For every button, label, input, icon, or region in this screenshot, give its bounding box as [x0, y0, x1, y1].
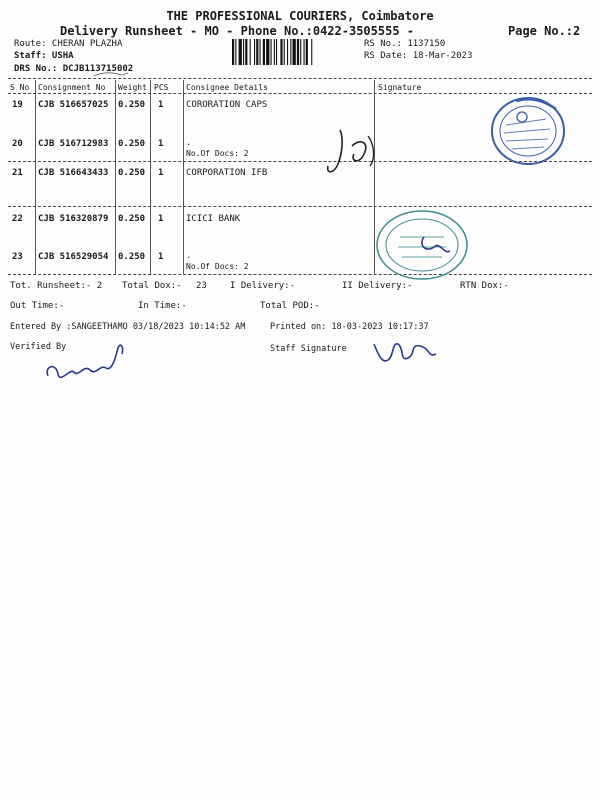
table-row-consignee: .: [186, 251, 192, 261]
table-row-sno: 20: [12, 139, 23, 149]
barcode-bar: [290, 39, 291, 65]
table-row-sno: 23: [12, 252, 23, 262]
drs-number: DRS No.: DCJB113715002: [14, 64, 134, 74]
barcode-bar: [274, 39, 275, 65]
route-label: Route: CHERAN PLAZHA: [14, 39, 123, 49]
rs-number: RS No.: 1137150: [364, 39, 446, 49]
barcode-bar: [293, 39, 296, 65]
total-pod: Total POD:-: [260, 301, 320, 311]
header-pcs: PCS: [154, 83, 169, 92]
table-row-weight: 0.250: [118, 139, 146, 149]
runsheet-title: Delivery Runsheet - MO - Phone No.:0422-3505555 -: [60, 24, 415, 38]
out-time: Out Time:-: [10, 301, 65, 311]
rs-date: RS Date: 18-Mar-2023: [364, 51, 473, 61]
entered-by: Entered By :SANGEETHAMO 03/18/2023 10:14:52 AM: [10, 322, 246, 332]
verified-signature-icon: [40, 336, 140, 392]
table-row-pcs: 1: [158, 168, 164, 178]
table-row-consignment: CJB 516529054: [38, 252, 109, 262]
table-row-weight: 0.250: [118, 214, 146, 224]
barcode-bar: [250, 39, 251, 65]
table-row-sno: 22: [12, 214, 23, 224]
table-row-consignment: CJB 516320879: [38, 214, 109, 224]
table-row-pcs: 1: [158, 100, 164, 110]
total-dox-label: Total Dox:-: [122, 281, 182, 291]
commercial-bank-stamp-icon: [372, 207, 472, 283]
table-row-weight: 0.250: [118, 168, 146, 178]
barcode-bar: [297, 39, 299, 65]
table-row-docs: No.Of Docs: 2: [186, 149, 249, 158]
table-row-docs: No.Of Docs: 2: [186, 262, 249, 271]
table-row-pcs: 1: [158, 214, 164, 224]
table-header-rule: [8, 93, 592, 94]
barcode-bar: [266, 39, 269, 65]
header-consignment: Consignment No: [38, 83, 106, 92]
barcode-bar: [245, 39, 247, 65]
barcode-bar: [271, 39, 272, 65]
table-top-rule: [8, 78, 592, 79]
table-bottom-rule: [8, 274, 592, 275]
union-bank-stamp-icon: [486, 95, 572, 169]
table-row-consignment: CJB 516657025: [38, 100, 109, 110]
column-divider: [35, 80, 36, 274]
total-runsheet: Tot. Runsheet:- 2: [10, 281, 103, 291]
barcode-bar: [300, 39, 301, 65]
table-row-consignee: .: [186, 138, 192, 148]
table-row-consignee: ICICI BANK: [186, 214, 241, 224]
page-number: Page No.:2: [508, 24, 581, 38]
barcode-bar: [256, 39, 258, 65]
barcode-bar: [287, 39, 288, 65]
table-row-consignee: CORORATION CAPS: [186, 100, 268, 110]
table-row-pcs: 1: [158, 139, 164, 149]
barcode-bar: [235, 39, 236, 65]
total-dox-value: 23: [196, 281, 207, 291]
in-time: In Time:-: [138, 301, 187, 311]
header-consignee: Consignee Details: [186, 83, 268, 92]
staff-signature-label: Staff Signature: [270, 344, 347, 354]
header-weight: Weight: [118, 83, 147, 92]
barcode-bar: [239, 39, 242, 65]
header-signature: Signature: [378, 83, 422, 92]
printed-on: Printed on: 18-03-2023 10:17:37: [270, 322, 429, 332]
barcode-bar: [263, 39, 265, 65]
column-divider: [115, 80, 116, 274]
barcode-bar: [232, 39, 234, 65]
table-row-weight: 0.250: [118, 252, 146, 262]
barcode-bar: [284, 39, 285, 65]
barcode-bar: [304, 39, 305, 65]
staff-label: Staff: USHA: [14, 51, 74, 61]
table-row-weight: 0.250: [118, 100, 146, 110]
first-delivery: I Delivery:-: [230, 281, 296, 291]
staff-signature-icon: [370, 334, 440, 374]
handwritten-signature-icon: [320, 124, 384, 184]
barcode-image: [232, 39, 354, 65]
barcode-bar: [280, 39, 282, 65]
table-row-sno: 21: [12, 168, 23, 178]
company-title: THE PROFESSIONAL COURIERS, Coimbatore: [166, 9, 434, 23]
column-divider: [183, 80, 184, 274]
table-row-consignment: CJB 516643433: [38, 168, 109, 178]
column-divider: [150, 80, 151, 274]
barcode-bar: [276, 39, 277, 65]
second-delivery: II Delivery:-: [342, 281, 413, 291]
barcode-bar: [254, 39, 255, 65]
barcode-bar: [260, 39, 261, 65]
table-row-pcs: 1: [158, 252, 164, 262]
rtn-dox: RTN Dox:-: [460, 281, 509, 291]
verified-by-label: Verified By: [10, 342, 67, 352]
table-row-sno: 19: [12, 100, 23, 110]
row-group-rule: [8, 206, 592, 207]
table-row-consignee: CORPORATION IFB: [186, 168, 268, 178]
header-sno: S No: [10, 83, 30, 92]
barcode-bar: [306, 39, 308, 65]
table-row-consignment: CJB 516712983: [38, 139, 109, 149]
barcode-bar: [243, 39, 244, 65]
barcode-bar: [311, 39, 312, 65]
